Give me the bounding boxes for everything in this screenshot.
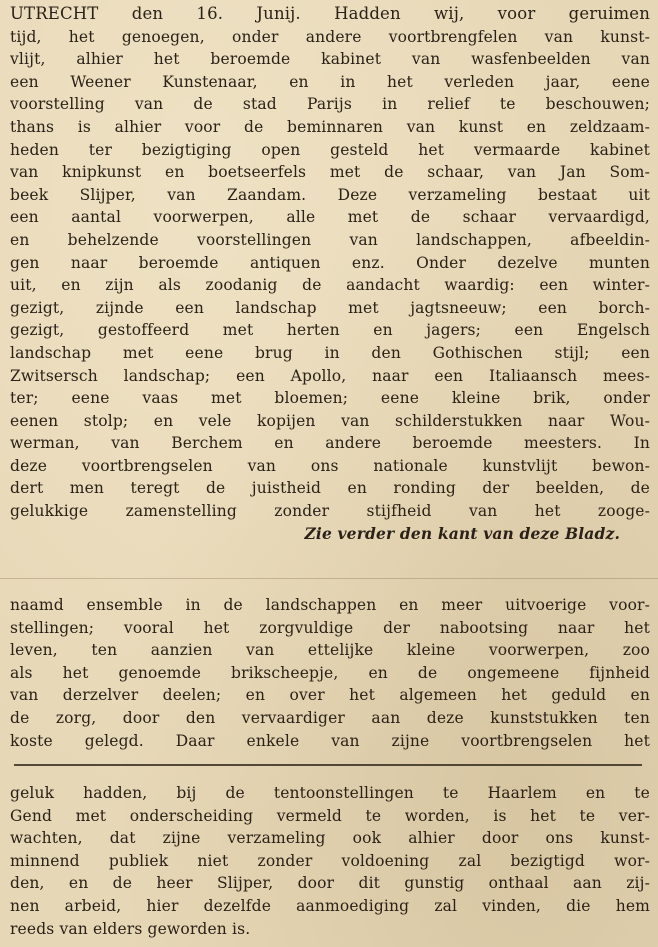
article-section-3 <box>10 782 650 940</box>
article-line: als het genoemde brikscheepje, en de ongemeene fijnheid <box>10 663 650 682</box>
article-line: koste gelegd. Daar enkele van zijne voortbrengselen het <box>10 731 650 750</box>
article-line: van knipkunst en boetseerfels met de schaar, van Jan Som- <box>10 163 650 182</box>
article-line: UTRECHT den 16. Junij. Hadden wij, voor geruimen <box>10 4 650 23</box>
article-line: Gend met onderscheiding vermeld te worden, is het te ver- <box>10 806 650 825</box>
article-line: uit, en zijn als zoodanig de aandacht waardig: een winter- <box>10 276 650 295</box>
article-section-1 <box>10 3 650 545</box>
article-line: werman, van Berchem en andere beroemde meesters. In <box>10 434 650 453</box>
column-divider <box>14 764 642 766</box>
article-line: gezigt, gestoffeerd met herten en jagers; een Engelsch <box>10 321 650 340</box>
article-section-2 <box>10 594 650 752</box>
article-line: voorstelling van de stad Parijs in relief te beschouwen; <box>10 95 650 114</box>
article-line: tijd, het genoegen, onder andere voortbrengfelen van kunst- <box>10 27 650 46</box>
article-line: gen naar beroemde antiquen enz. Onder dezelve munten <box>10 253 650 272</box>
continuation-note: Zie verder den kant van deze Bladz. <box>304 523 620 543</box>
article-line: geluk hadden, bij de tentoonstellingen te Haarlem en te <box>10 784 650 802</box>
article-line: van derzelver deelen; en over het algemeen het geduld en <box>10 686 650 705</box>
article-line: beek Slijper, van Zaandam. Deze verzameling bestaat uit <box>10 185 650 204</box>
article-line: landschap met eene brug in den Gothischen stijl; een <box>10 343 650 362</box>
article-line: een aantal voorwerpen, alle met de schaar vervaardigd, <box>10 208 650 227</box>
article-line: vlijt, alhier het beroemde kabinet van wasfenbeelden van <box>10 50 650 69</box>
article-line: thans is alhier voor de beminnaren van kunst en zeldzaam- <box>10 117 650 136</box>
article-line: en behelzende voorstellingen van landschappen, afbeeldin- <box>10 230 650 249</box>
article-line: Zwitsersch landschap; een Apollo, naar een Italiaansch mees- <box>10 366 650 385</box>
article-line: een Weener Kunstenaar, en in het verleden jaar, eene <box>10 72 650 91</box>
article-line: naamd ensemble in de landschappen en meer uitvoerige voor- <box>10 596 650 614</box>
article-line: wachten, dat zijne verzameling ook alhier door ons kunst- <box>10 829 650 848</box>
article-line: deze voortbrengselen van ons nationale kunstvlijt bewon- <box>10 456 650 475</box>
article-line: reeds van elders geworden is. <box>10 919 251 938</box>
article-line: heden ter bezigtiging open gesteld het vermaarde kabinet <box>10 140 650 159</box>
article-line: gezigt, zijnde een landschap met jagtsneeuw; een borch- <box>10 298 650 317</box>
article-line: den, en de heer Slijper, door dit gunstig onthaal aan zij- <box>10 874 650 893</box>
article-line: stellingen; vooral het zorgvuldige der nabootsing naar het <box>10 618 650 637</box>
article-line: eenen stolp; en vele kopijen van schilderstukken naar Wou- <box>10 411 650 430</box>
article-line: nen arbeid, hier dezelfde aanmoediging zal vinden, die hem <box>10 896 650 915</box>
article-line: ter; eene vaas met bloemen; eene kleine brik, onder <box>10 389 650 408</box>
article-line: gelukkige zamenstelling zonder stijfheid van het zooge- <box>10 502 650 521</box>
fold-line <box>0 578 658 579</box>
article-line: dert men teregt de juistheid en ronding der beelden, de <box>10 479 650 498</box>
article-line: leven, ten aanzien van ettelijke kleine voorwerpen, zoo <box>10 641 650 660</box>
article-line: minnend publiek niet zonder voldoening zal bezigtigd wor- <box>10 851 650 870</box>
article-line: de zorg, door den vervaardiger aan deze kunststukken ten <box>10 708 650 727</box>
